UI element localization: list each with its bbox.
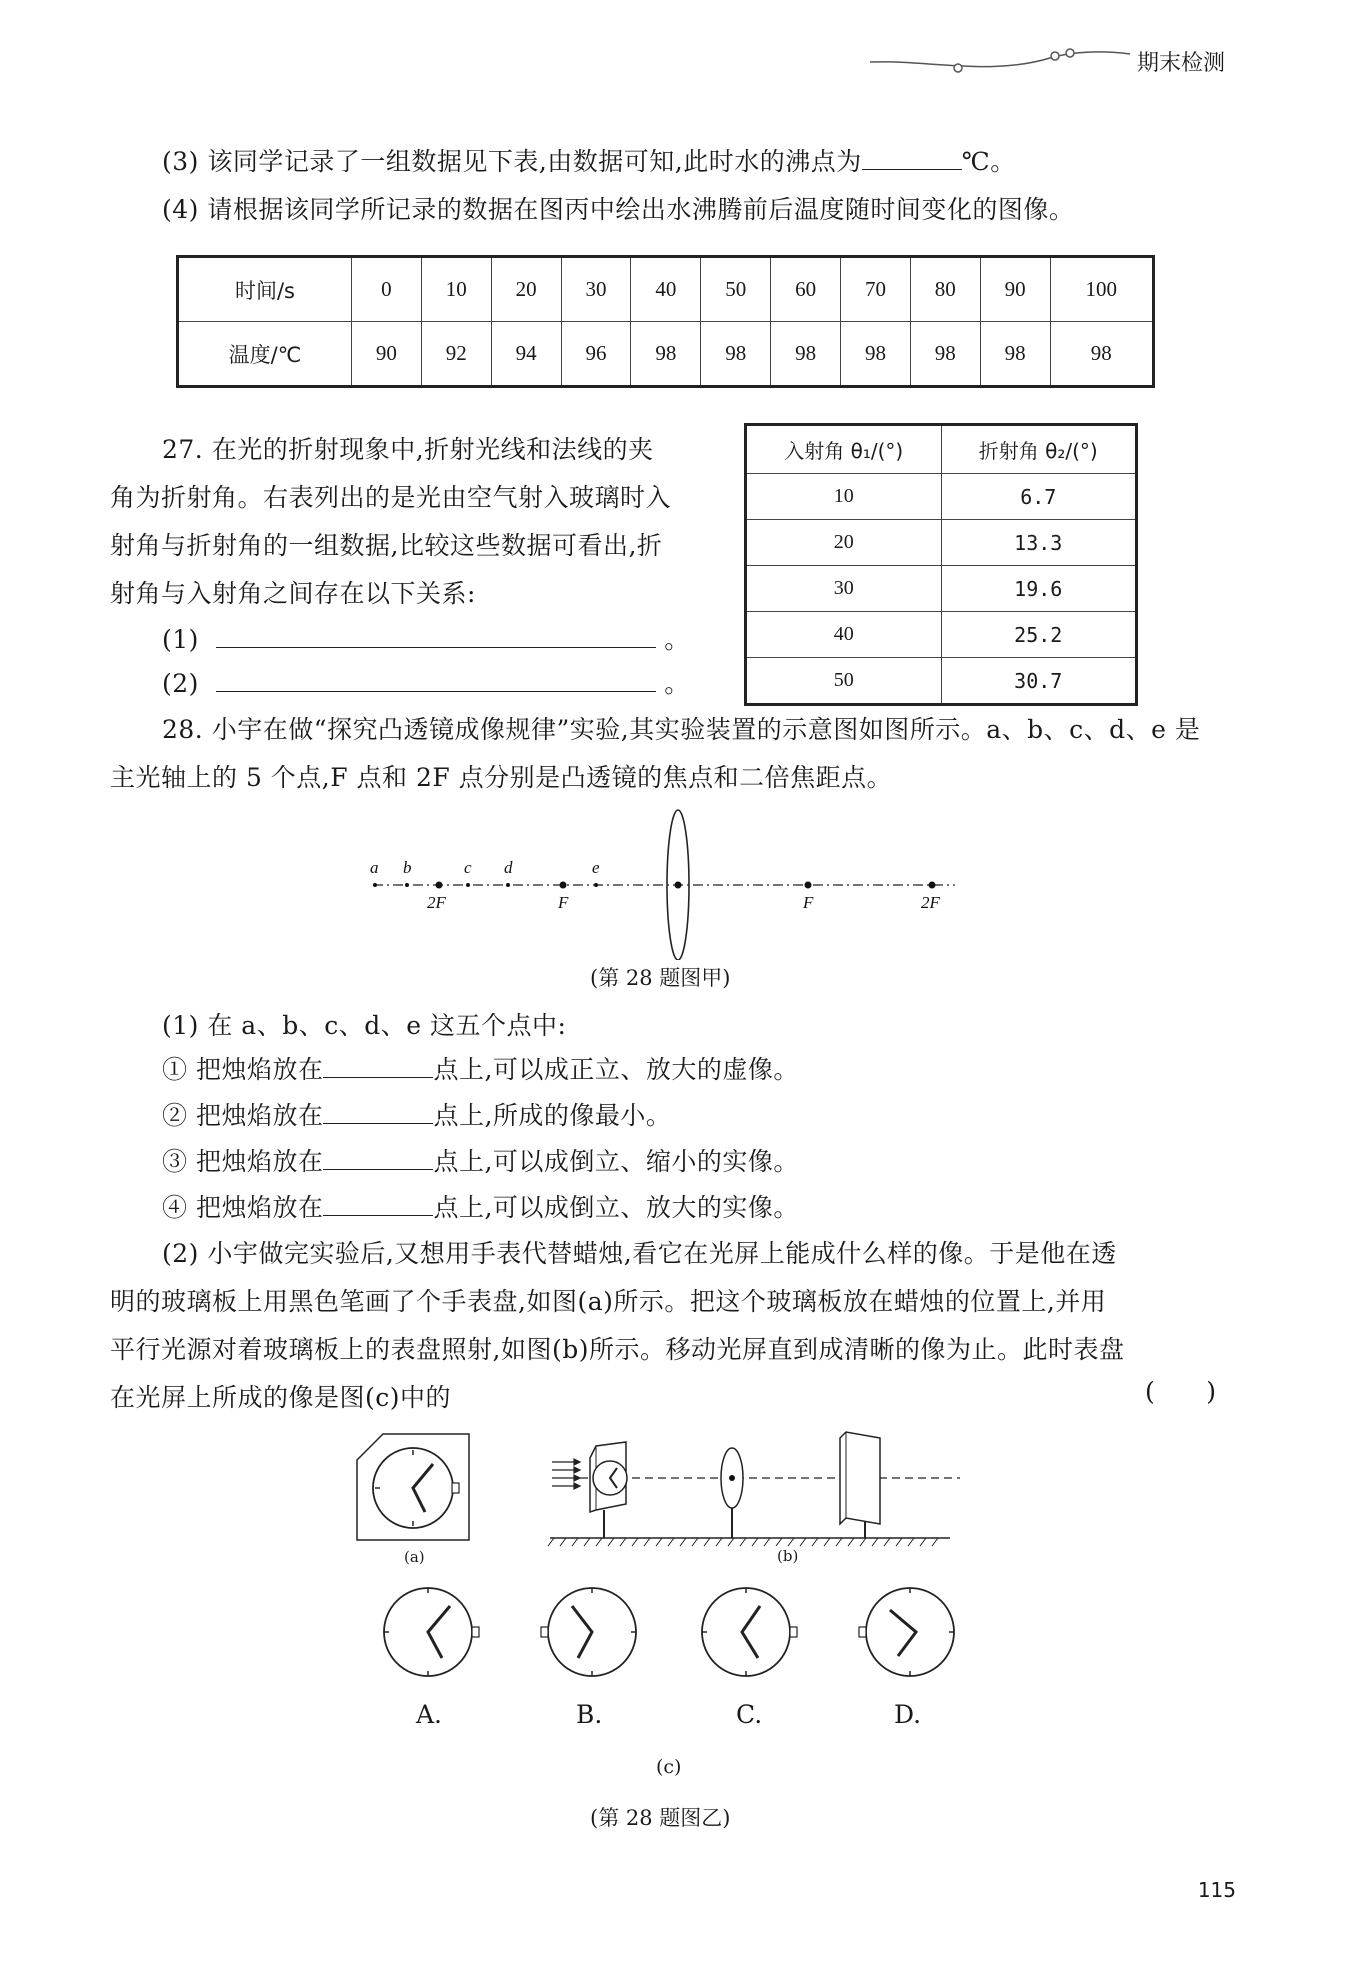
figure-caption: (第 28 题图乙)	[590, 1806, 731, 1830]
optical-setup-figure	[540, 1420, 960, 1550]
point-label: c	[464, 858, 472, 877]
table-row-time: 时间/s 0 10 20 30 40 50 60 70 80 90 100	[178, 257, 1154, 322]
q27-line: 射角与折射角的一组数据,比较这些数据可看出,折	[110, 531, 663, 560]
figure-label-a: (a)	[404, 1548, 425, 1566]
row-header-time: 时间/s	[178, 257, 352, 322]
q27-line: 27. 在光的折射现象中,折射光线和法线的夹	[162, 435, 654, 464]
option-label-a[interactable]: A.	[416, 1700, 443, 1729]
section-title: 期末检测	[1136, 51, 1225, 76]
figure-label-c: (c)	[656, 1756, 682, 1778]
refraction-table	[744, 423, 1138, 706]
q28-line2: 主光轴上的 5 个点,F 点和 2F 点分别是凸透镜的焦点和二倍焦距点。	[110, 763, 893, 792]
option-label-d[interactable]: D.	[894, 1700, 922, 1729]
answer-blank[interactable]	[862, 149, 962, 170]
q28-part2-line: 明的玻璃板上用黑色笔画了个手表盘,如图(a)所示。把这个玻璃板放在蜡烛的位置上,并用	[110, 1287, 1107, 1316]
q28-part1-title: (1) 在 a、b、c、d、e 这五个点中:	[162, 1011, 567, 1040]
q27-line: 射角与入射角之间存在以下关系:	[110, 579, 476, 608]
answer-blank[interactable]	[323, 1149, 433, 1170]
point-label: a	[370, 858, 379, 877]
option-label-b[interactable]: B.	[576, 1700, 603, 1729]
answer-blank[interactable]	[323, 1195, 433, 1216]
point-label: e	[592, 858, 600, 877]
option-label-c[interactable]: C.	[736, 1700, 763, 1729]
answer-blank[interactable]	[323, 1057, 433, 1078]
watch-option-a	[380, 1582, 480, 1682]
table-row: 20 13.3	[746, 520, 1137, 566]
temperature-table	[176, 255, 1155, 388]
table-header-row	[746, 425, 1137, 474]
q28-item: ④ 把烛焰放在 点上,可以成倒立、放大的实像。	[162, 1193, 799, 1222]
q28-item: ② 把烛焰放在 点上,所成的像最小。	[162, 1101, 672, 1130]
q28-line1: 28. 小宇在做“探究凸透镜成像规律”实验,其实验装置的示意图如图所示。a、b、c、d、e 是	[162, 715, 1201, 744]
header-decoration	[870, 40, 1130, 80]
q26-part3: (3) 该同学记录了一组数据见下表,由数据可知,此时水的沸点为 ℃。	[162, 147, 1016, 176]
page-number: 115	[1197, 1878, 1236, 1902]
q28-part2-line: (2) 小宇做完实验后,又想用手表代替蜡烛,看它在光屏上能成什么样的像。于是他在透	[162, 1239, 1117, 1268]
col-header-incidence: 入射角 θ₁/(°)	[746, 425, 942, 474]
q27-line: 角为折射角。右表列出的是光由空气射入玻璃时入	[110, 483, 672, 512]
col-header-refraction: 折射角 θ₂/(°)	[941, 425, 1137, 474]
watch-option-d	[858, 1582, 958, 1682]
table-row: 30 19.6	[746, 566, 1137, 612]
lens-axis-diagram	[355, 800, 975, 960]
q27-blank-2: (2) 。	[162, 669, 690, 698]
point-label: 2F	[427, 893, 446, 912]
q28-part2-line: 在光屏上所成的像是图(c)中的	[110, 1383, 452, 1412]
light-rays	[552, 1459, 580, 1489]
figure-caption: (第 28 题图甲)	[590, 966, 731, 990]
table-row: 10 6.7	[746, 474, 1137, 520]
point-label: F	[803, 893, 814, 912]
row-header-temp: 温度/℃	[178, 322, 352, 387]
answer-parentheses[interactable]: ( )	[1145, 1377, 1217, 1406]
watch-option-b	[540, 1582, 640, 1682]
glass-plate-watch-figure	[355, 1432, 475, 1544]
table-row: 50 30.7	[746, 658, 1137, 705]
figure-label-b: (b)	[777, 1547, 799, 1565]
table-row: 40 25.2	[746, 612, 1137, 658]
answer-blank[interactable]	[323, 1103, 433, 1124]
q26-part4: (4) 请根据该同学所记录的数据在图丙中绘出水沸腾前后温度随时间变化的图像。	[162, 195, 1075, 224]
q28-item: ① 把烛焰放在 点上,可以成正立、放大的虚像。	[162, 1055, 799, 1084]
table-row-temp: 温度/℃ 90 92 94 96 98 98 98 98 98 98 98	[178, 322, 1154, 387]
q28-item: ③ 把烛焰放在 点上,可以成倒立、缩小的实像。	[162, 1147, 799, 1176]
point-label: d	[504, 858, 513, 877]
point-label: F	[558, 893, 569, 912]
answer-blank[interactable]	[216, 671, 656, 692]
answer-blank[interactable]	[216, 627, 656, 648]
point-label: b	[403, 858, 412, 877]
q28-part2-line: 平行光源对着玻璃板上的表盘照射,如图(b)所示。移动光屏直到成清晰的像为止。此时表盘	[110, 1335, 1125, 1364]
watch-option-c	[698, 1582, 798, 1682]
q27-blank-1: (1) 。	[162, 625, 690, 654]
point-label: 2F	[921, 893, 940, 912]
